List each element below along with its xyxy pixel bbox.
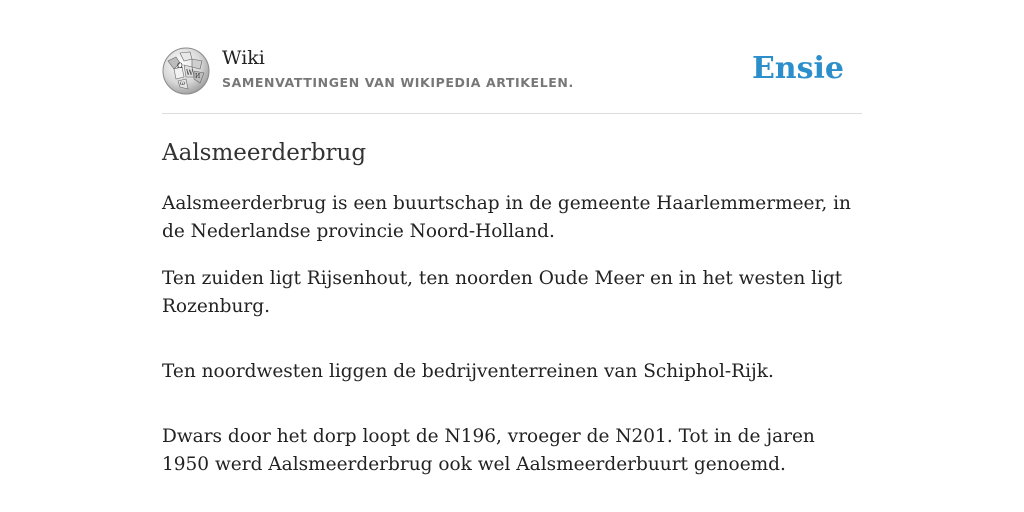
page	[162, 0, 862, 475]
article-content	[162, 190, 862, 498]
site-title[interactable]: Wiki	[222, 47, 265, 69]
svg-text:И: И	[195, 73, 201, 80]
svg-text:W: W	[186, 69, 194, 77]
site-header	[162, 0, 862, 114]
svg-text:Ω: Ω	[177, 62, 183, 70]
article-title: Aalsmeerderbrug	[162, 140, 367, 166]
article-paragraph: Aalsmeerderbrug is een buurtschap in de gemeente Haarlemmermeer, in de Nederlandse provincie Noord-Holland.	[162, 193, 851, 242]
ensie-brand-link[interactable]: Ensie	[751, 51, 844, 86]
article-paragraph: Ten noordwesten liggen de bedrijventerreinen van Schiphol-Rijk.	[162, 361, 774, 382]
article-paragraph: Dwars door het dorp loopt de N196, vroeger de N201. Tot in de jaren 1950 werd Aalsmeerderbrug ook wel Aalsmeerderbuurt genoemd.	[162, 426, 815, 475]
site-tagline: SAMENVATTINGEN VAN WIKIPEDIA ARTIKELEN.	[222, 75, 574, 90]
svg-text:ω: ω	[180, 80, 185, 87]
article-paragraph: Ten zuiden ligt Rijsenhout, ten noorden Oude Meer en in het westen ligt Rozenburg.	[162, 268, 843, 317]
wikipedia-globe-icon[interactable]	[162, 47, 210, 95]
